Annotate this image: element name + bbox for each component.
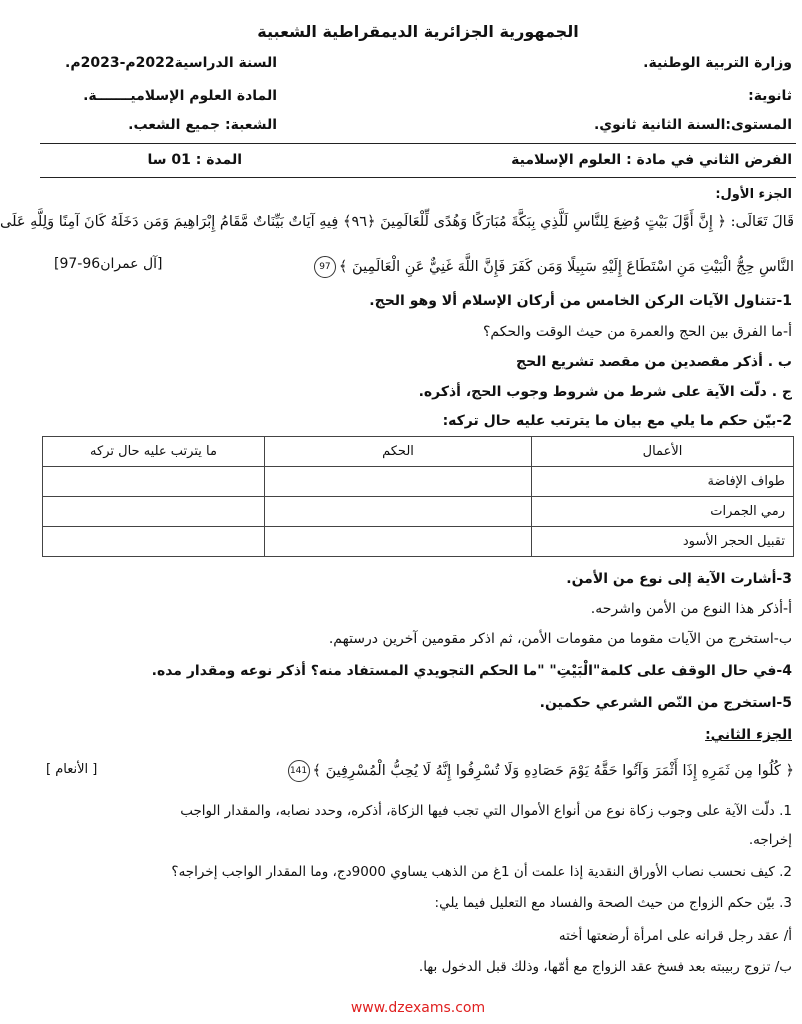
table-row (43, 497, 794, 527)
stream-label: الشعبة: جميع الشعب. (128, 117, 277, 133)
table-cell-action: تقبيل الحجر الأسود (532, 527, 794, 557)
table-header-row (43, 437, 794, 467)
table-cell-ruling (265, 527, 532, 557)
quran-verse-part2-group (285, 760, 794, 782)
question-3a: أ-أذكر هذا النوع من الأمن واشرحه. (590, 601, 792, 617)
part2-question-3a: أ/ عقد رجل قرانه على امرأة أرضعتها أخته (558, 928, 792, 944)
column-header-ruling: الحكم (265, 437, 532, 467)
question-3b: ب-استخرج من الآيات مقوما من مقومات الأمن، ثم اذكر مقومين آخرين درستهم. (328, 631, 792, 647)
subject-label: المادة العلوم الإسلاميـــــــة. (83, 88, 277, 104)
column-header-consequence: ما يترتب عليه حال تركه (43, 437, 265, 467)
title-divider (40, 177, 796, 178)
question-4: 4-في حال الوقف على كلمة"الْبَيْتِ" "ما الحكم التجويدي المستفاد منه؟ أذكر نوعه ومقدار مده. (151, 663, 792, 679)
part2-question-1: 1. دلّت الآية على وجوب زكاة نوع من أنواع الأموال التي تجب فيها الزكاة، أذكره، وحدد نصابه، والمقدار الواجب (180, 803, 792, 819)
table-cell-consequence (43, 467, 265, 497)
level-label: المستوى:السنة الثانية ثانوي. (593, 117, 792, 133)
table-cell-ruling (265, 497, 532, 527)
question-1c: ج . دلّت الآية على شرط من شروط وجوب الحج، أذكره. (418, 384, 792, 400)
ministry-label: وزارة التربية الوطنية. (643, 55, 792, 71)
ayah-number-marker: 97 (314, 256, 336, 278)
question-3: 3-أشارت الآية إلى نوع من الأمن. (566, 571, 792, 587)
question-1a: أ-ما الفرق بين الحج والعمرة من حيث الوقت والحكم؟ (482, 324, 792, 340)
table-cell-consequence (43, 497, 265, 527)
surah-reference: [آل عمران96-97] (54, 256, 163, 272)
table-cell-action: رمي الجمرات (532, 497, 794, 527)
republic-title: الجمهورية الجزائرية الديمقراطية الشعبية (257, 22, 579, 41)
table-row (43, 467, 794, 497)
surah-reference-part2: [ الأنعام ] (46, 762, 98, 777)
question-1: 1-تتناول الآيات الركن الخامس من أركان الإسلام ألا وهو الحج. (369, 293, 792, 309)
exam-title: الفرض الثاني في مادة : العلوم الإسلامية (511, 152, 792, 168)
part2-question-1-continued: إخراجه. (748, 832, 792, 848)
quran-verse-part2: ﴿ كُلُوا مِن ثَمَرِهِ إِذَا أَثْمَرَ وَآتُوا حَقَّهُ يَوْمَ حَصَادِهِ وَلَا تُسْرِفُوا إِنَّهُ لَا يُحِبُّ الْمُسْرِفِينَ ﴾ (312, 763, 794, 779)
part1-title: الجزء الأول: (715, 187, 792, 202)
table-cell-consequence (43, 527, 265, 557)
question-5: 5-استخرج من النّص الشرعي حكمين. (539, 695, 792, 711)
source-url: www.dzexams.com (350, 1000, 486, 1016)
part2-question-3: 3. بيّن حكم الزواج من حيث الصحة والفساد مع التعليل فيما يلي: (434, 895, 792, 911)
exam-duration: المدة : 01 سا (147, 152, 242, 168)
ayah-number-marker: 141 (288, 760, 310, 782)
part2-question-3b: ب/ تزوج ربيبته بعد فسخ عقد الزواج مع أمّها، وذلك قبل الدخول بها. (418, 959, 792, 975)
table-row (43, 527, 794, 557)
quran-verse-line2-group (311, 256, 794, 278)
quran-verse-line1: قَالَ تَعَالَى: ﴿ إِنَّ أَوَّلَ بَيْتٍ وُضِعَ لِلنَّاسِ لَلَّذِي بِبَكَّةَ مُبَارَكًا وَهُدًى لِّلْعَالَمِينَ ﴿٩٦﴾ فِيهِ آيَاتٌ بَيِّنَاتٌ مَّقَامُ إِبْرَاهِيمَ وَمَن دَخَلَهُ كَانَ آمِنًا وَلِلَّهِ عَلَى (0, 214, 794, 230)
header-divider (40, 143, 796, 144)
column-header-actions: الأعمال (532, 437, 794, 467)
rulings-table (42, 436, 794, 557)
table-cell-ruling (265, 467, 532, 497)
part2-question-2: 2. كيف نحسب نصاب الأوراق النقدية إذا علمت أن 1غ من الذهب يساوي 9000دج، وما المقدار الواجب إخراجه؟ (171, 864, 792, 880)
question-1b: ب . أذكر مقصدين من مقصد تشريع الحج (516, 354, 792, 370)
question-2: 2-بيّن حكم ما يلي مع بيان ما يترتب عليه حال تركه: (442, 413, 792, 429)
high-school-label: ثانوية: (748, 88, 792, 104)
quran-verse-line2: النَّاسِ حِجُّ الْبَيْتِ مَنِ اسْتَطَاعَ إِلَيْهِ سَبِيلًا وَمَن كَفَرَ فَإِنَّ اللَّهَ غَنِيٌّ عَنِ الْعَالَمِينَ ﴾ (338, 259, 794, 275)
table-cell-action: طواف الإفاضة (532, 467, 794, 497)
school-year-label: السنة الدراسية2022م-2023م. (65, 55, 277, 71)
part2-title: الجزء الثاني: (705, 727, 792, 743)
